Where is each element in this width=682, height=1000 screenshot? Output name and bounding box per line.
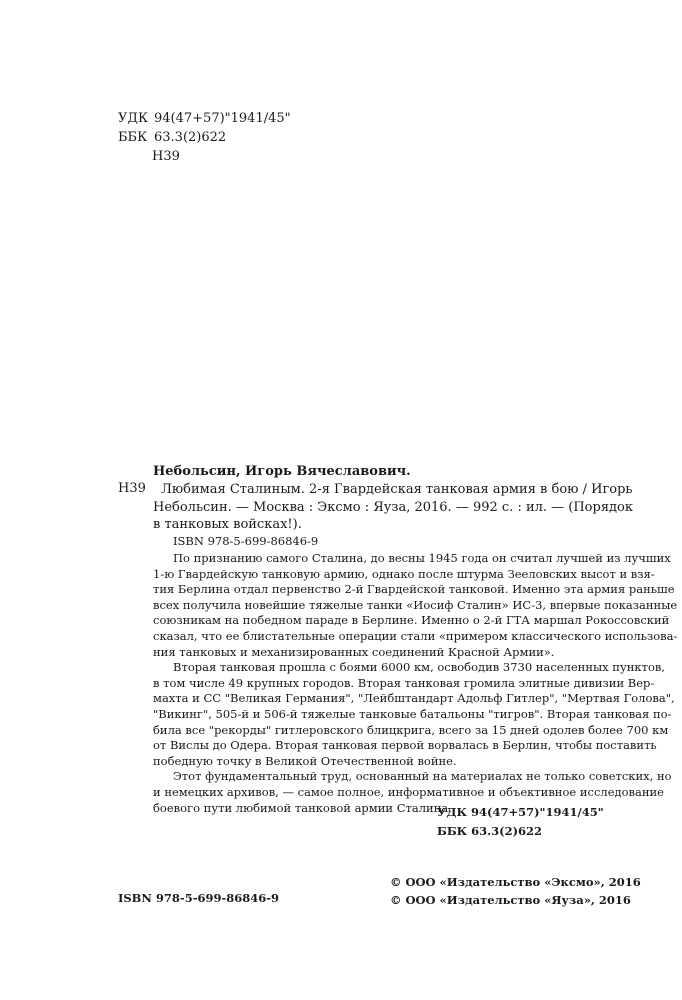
classification-codes-top xyxy=(118,109,291,166)
annotation-line: ния танковых и механизированных соединений Красной Армии». xyxy=(153,644,555,659)
annotation-line: победную точку в Великой Отечественной войне. xyxy=(153,753,457,768)
annotation-line: била все "рекорды" гитлеровского блицкрига, всего за 15 дней одолев более 700 км xyxy=(153,722,669,737)
annotation-line: Вторая танковая прошла с боями 6000 км, освободив 3730 населенных пунктов, xyxy=(173,660,665,675)
annotation-line: По признанию самого Сталина, до весны 1945 года он считал лучшей из лучших xyxy=(173,551,671,565)
annotation-text xyxy=(153,551,678,816)
annotation-line: сказал, что ее блистательные операции стали «примером классического использова- xyxy=(153,628,678,643)
classification-codes-bottom xyxy=(437,803,604,841)
record-cutter: Н39 xyxy=(118,481,146,496)
bbk-value: 63.3(2)622 xyxy=(154,130,227,145)
udk-code: УДК 94(47+57)"1941/45" xyxy=(437,805,604,819)
udk-value: 94(47+57)"1941/45" xyxy=(154,111,291,126)
annotation-line: союзникам на победном параде в Берлине. Именно о 2-й ГТА маршал Рокоссовский xyxy=(153,613,670,628)
annotation-line: тия Берлина отдал первенство 2-й Гвардейской танковой. Именно эта армия раньше xyxy=(153,582,675,597)
annotation-line: "Викинг", 505-й и 506-й тяжелые танковые батальоны "тигров". Вторая танковая по- xyxy=(153,706,672,721)
annotation-line: 1-ю Гвардейскую танковую армию, однако после штурма Зееловских высот и взя- xyxy=(153,566,655,581)
annotation-line: от Вислы до Одера. Вторая танковая первой ворвалась в Берлин, чтобы поставить xyxy=(153,738,657,753)
annotation-line: Этот фундаментальный труд, основанный на материалах не только советских, но xyxy=(173,769,672,784)
title-line: Любимая Сталиным. 2-я Гвардейская танковая армия в бою / Игорь xyxy=(161,482,633,497)
annotation-line: и немецких архивов, — самое полное, информативное и объективное исследование xyxy=(153,784,664,799)
annotation-line: в том числе 49 крупных городов. Вторая танковая громила элитные дивизии Вер- xyxy=(153,675,655,690)
udk-label: УДК xyxy=(118,111,149,126)
record-isbn: ISBN 978-5-699-86846-9 xyxy=(173,534,319,548)
udk-row xyxy=(118,109,291,128)
bbk-row xyxy=(118,128,291,147)
bbk-code: ББК 63.3(2)622 xyxy=(437,824,543,838)
bbk-label: ББК xyxy=(118,130,148,145)
copyright-yauza: © ООО «Издательство «Яуза», 2016 xyxy=(390,893,631,907)
title-line: Небольсин. — Москва : Эксмо : Яуза, 2016. — 992 с. : ил. — (Порядок xyxy=(153,499,633,515)
copyright-block xyxy=(390,873,641,909)
annotation-line: боевого пути любимой танковой армии Сталина. xyxy=(153,800,452,815)
author-cutter-top: Н39 xyxy=(152,149,180,164)
annotation-line: махта и СС "Великая Германия", "Лейбштандарт Адольф Гитлер", "Мертвая Голова", xyxy=(153,691,675,706)
copyright-eksmo: © ООО «Издательство «Эксмо», 2016 xyxy=(390,875,641,889)
annotation-line: всех получила новейшие тяжелые танки «Иосиф Сталин» ИС-3, впервые показанные xyxy=(153,597,678,612)
title-line: в танковых войсках!). xyxy=(153,517,302,532)
record-title-statement xyxy=(153,481,633,534)
record-author: Небольсин, Игорь Вячеславович. xyxy=(153,464,411,479)
footer-isbn: ISBN 978-5-699-86846-9 xyxy=(118,891,280,905)
